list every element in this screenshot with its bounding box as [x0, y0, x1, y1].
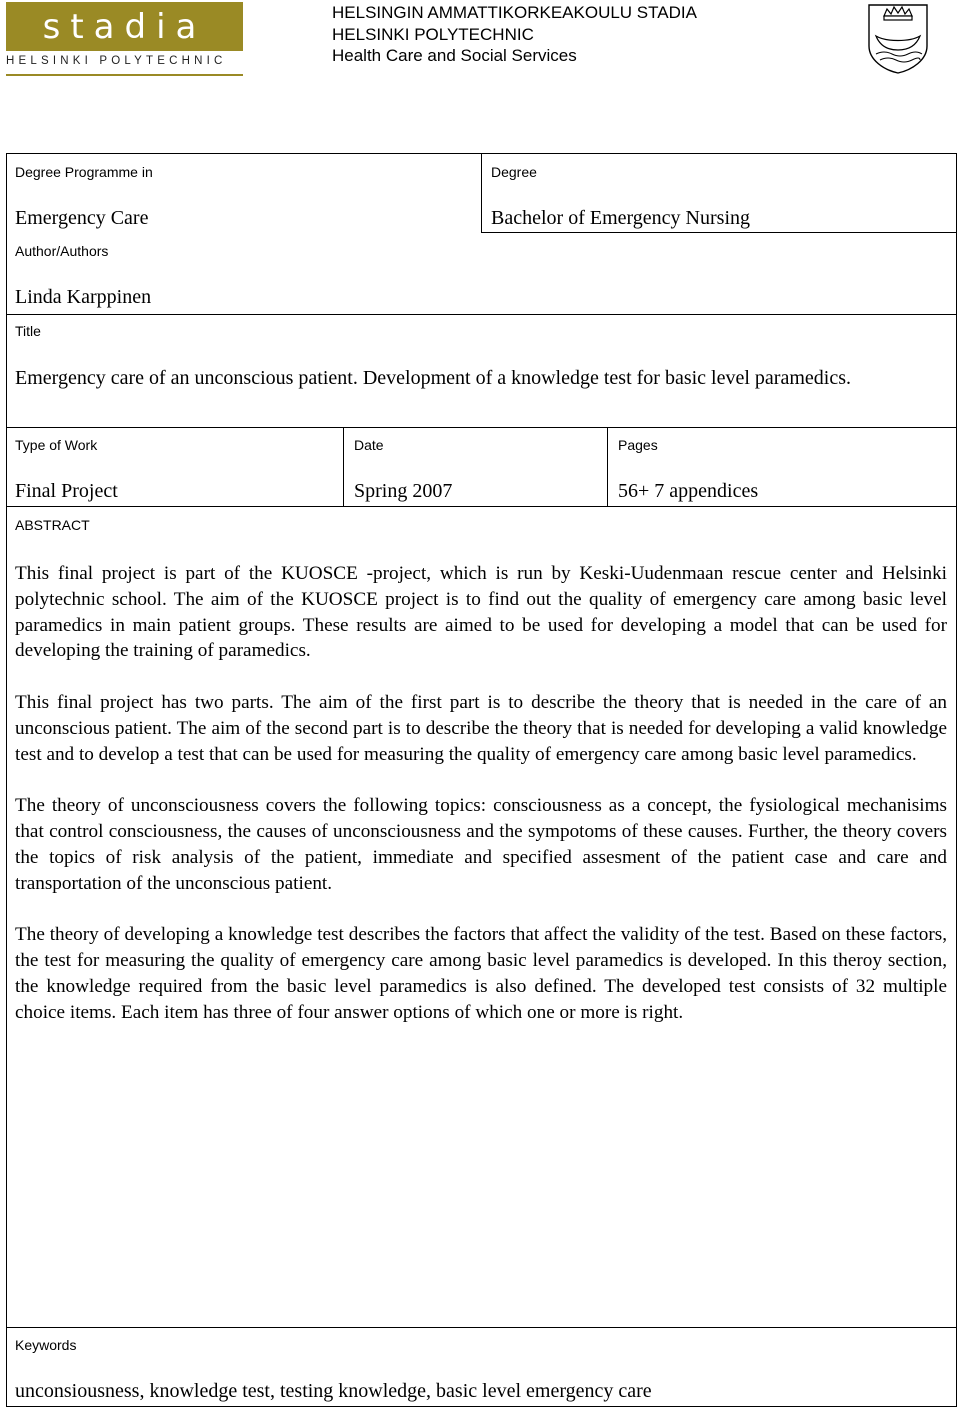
institution-line: HELSINGIN AMMATTIKORKEAKOULU STADIA [332, 3, 697, 22]
institution-line: Health Care and Social Services [332, 46, 577, 65]
logo-subtitle: HELSINKI POLYTECHNIC [6, 55, 227, 67]
row-divider [6, 506, 957, 507]
degree-value: Bachelor of Emergency Nursing [491, 207, 750, 229]
pages-value: 56+ 7 appendices [618, 480, 759, 502]
institution-block [332, 2, 697, 67]
helsinki-coat-of-arms-icon [866, 2, 930, 74]
title-label: Title [15, 323, 41, 339]
abstract-paragraph: The theory of developing a knowledge test describes the factors that affect the validity of the test. Based on these factors, the test for measuring the quality of emergency care among basic level paramedics is developed. In this theroy section, the knowledge required from the basic level paramedics is also defined. The developed test consists of 32 multiple choice items. Each item has three of four answer options of which one or more is right. [15, 924, 947, 1023]
column-divider [481, 153, 482, 233]
stadia-logo [6, 2, 243, 51]
degree-label: Degree [491, 164, 537, 180]
logo-underline [6, 74, 243, 76]
keywords-label: Keywords [15, 1337, 77, 1353]
abstract-paragraph: The theory of unconsciousness covers the following topics: consciousness as a concept, the fysiological mechanisims that control consciousness, the causes of unconsciousness and the sympotoms of these causes. Further, the theory covers the topics of risk analysis of the patient, immediate and specified assesment of the patient case and care and transportation of the unconscious patient. [15, 795, 947, 894]
column-divider [607, 427, 608, 507]
programme-value: Emergency Care [15, 207, 149, 229]
row-divider [6, 427, 957, 428]
abstract-paragraph: This final project has two parts. The aim of the first part is to describe the theory that is needed in the care of an unconscious patient. The aim of the second part is to describe the theory that is needed for developing a valid knowledge test and to develop a test that can be used for measuring the quality of emergency care among basic level paramedics. [15, 691, 947, 765]
author-label: Author/Authors [15, 243, 109, 259]
abstract-body [15, 561, 947, 1051]
institution-line: HELSINKI POLYTECHNIC [332, 24, 534, 44]
keywords-value: unconsiousness, knowledge test, testing knowledge, basic level emergency care [15, 1380, 652, 1402]
type-value: Final Project [15, 480, 118, 502]
date-label: Date [354, 437, 384, 453]
type-label: Type of Work [15, 437, 98, 453]
programme-label: Degree Programme in [15, 164, 153, 180]
pages-label: Pages [618, 437, 658, 453]
author-value: Linda Karppinen [15, 286, 152, 308]
title-value: Emergency care of an unconscious patient. Development of a knowledge test for basic level paramedics. [15, 367, 851, 389]
abstract-paragraph: This final project is part of the KUOSCE -project, which is run by Keski-Uudenmaan rescue center and Helsinki polytechnic school. The aim of the KUOSCE project is to find out the quality of emergency care among basic level paramedics in main patient groups. These results are aimed to be used for developing a model that can be used for developing the training of paramedics. [15, 563, 947, 662]
abstract-label: ABSTRACT [15, 517, 90, 533]
logo-wordmark: stadia [42, 6, 207, 47]
row-divider [6, 314, 957, 315]
column-divider [343, 427, 344, 507]
row-divider [481, 232, 957, 233]
row-divider [6, 1327, 957, 1328]
date-value: Spring 2007 [354, 480, 453, 502]
